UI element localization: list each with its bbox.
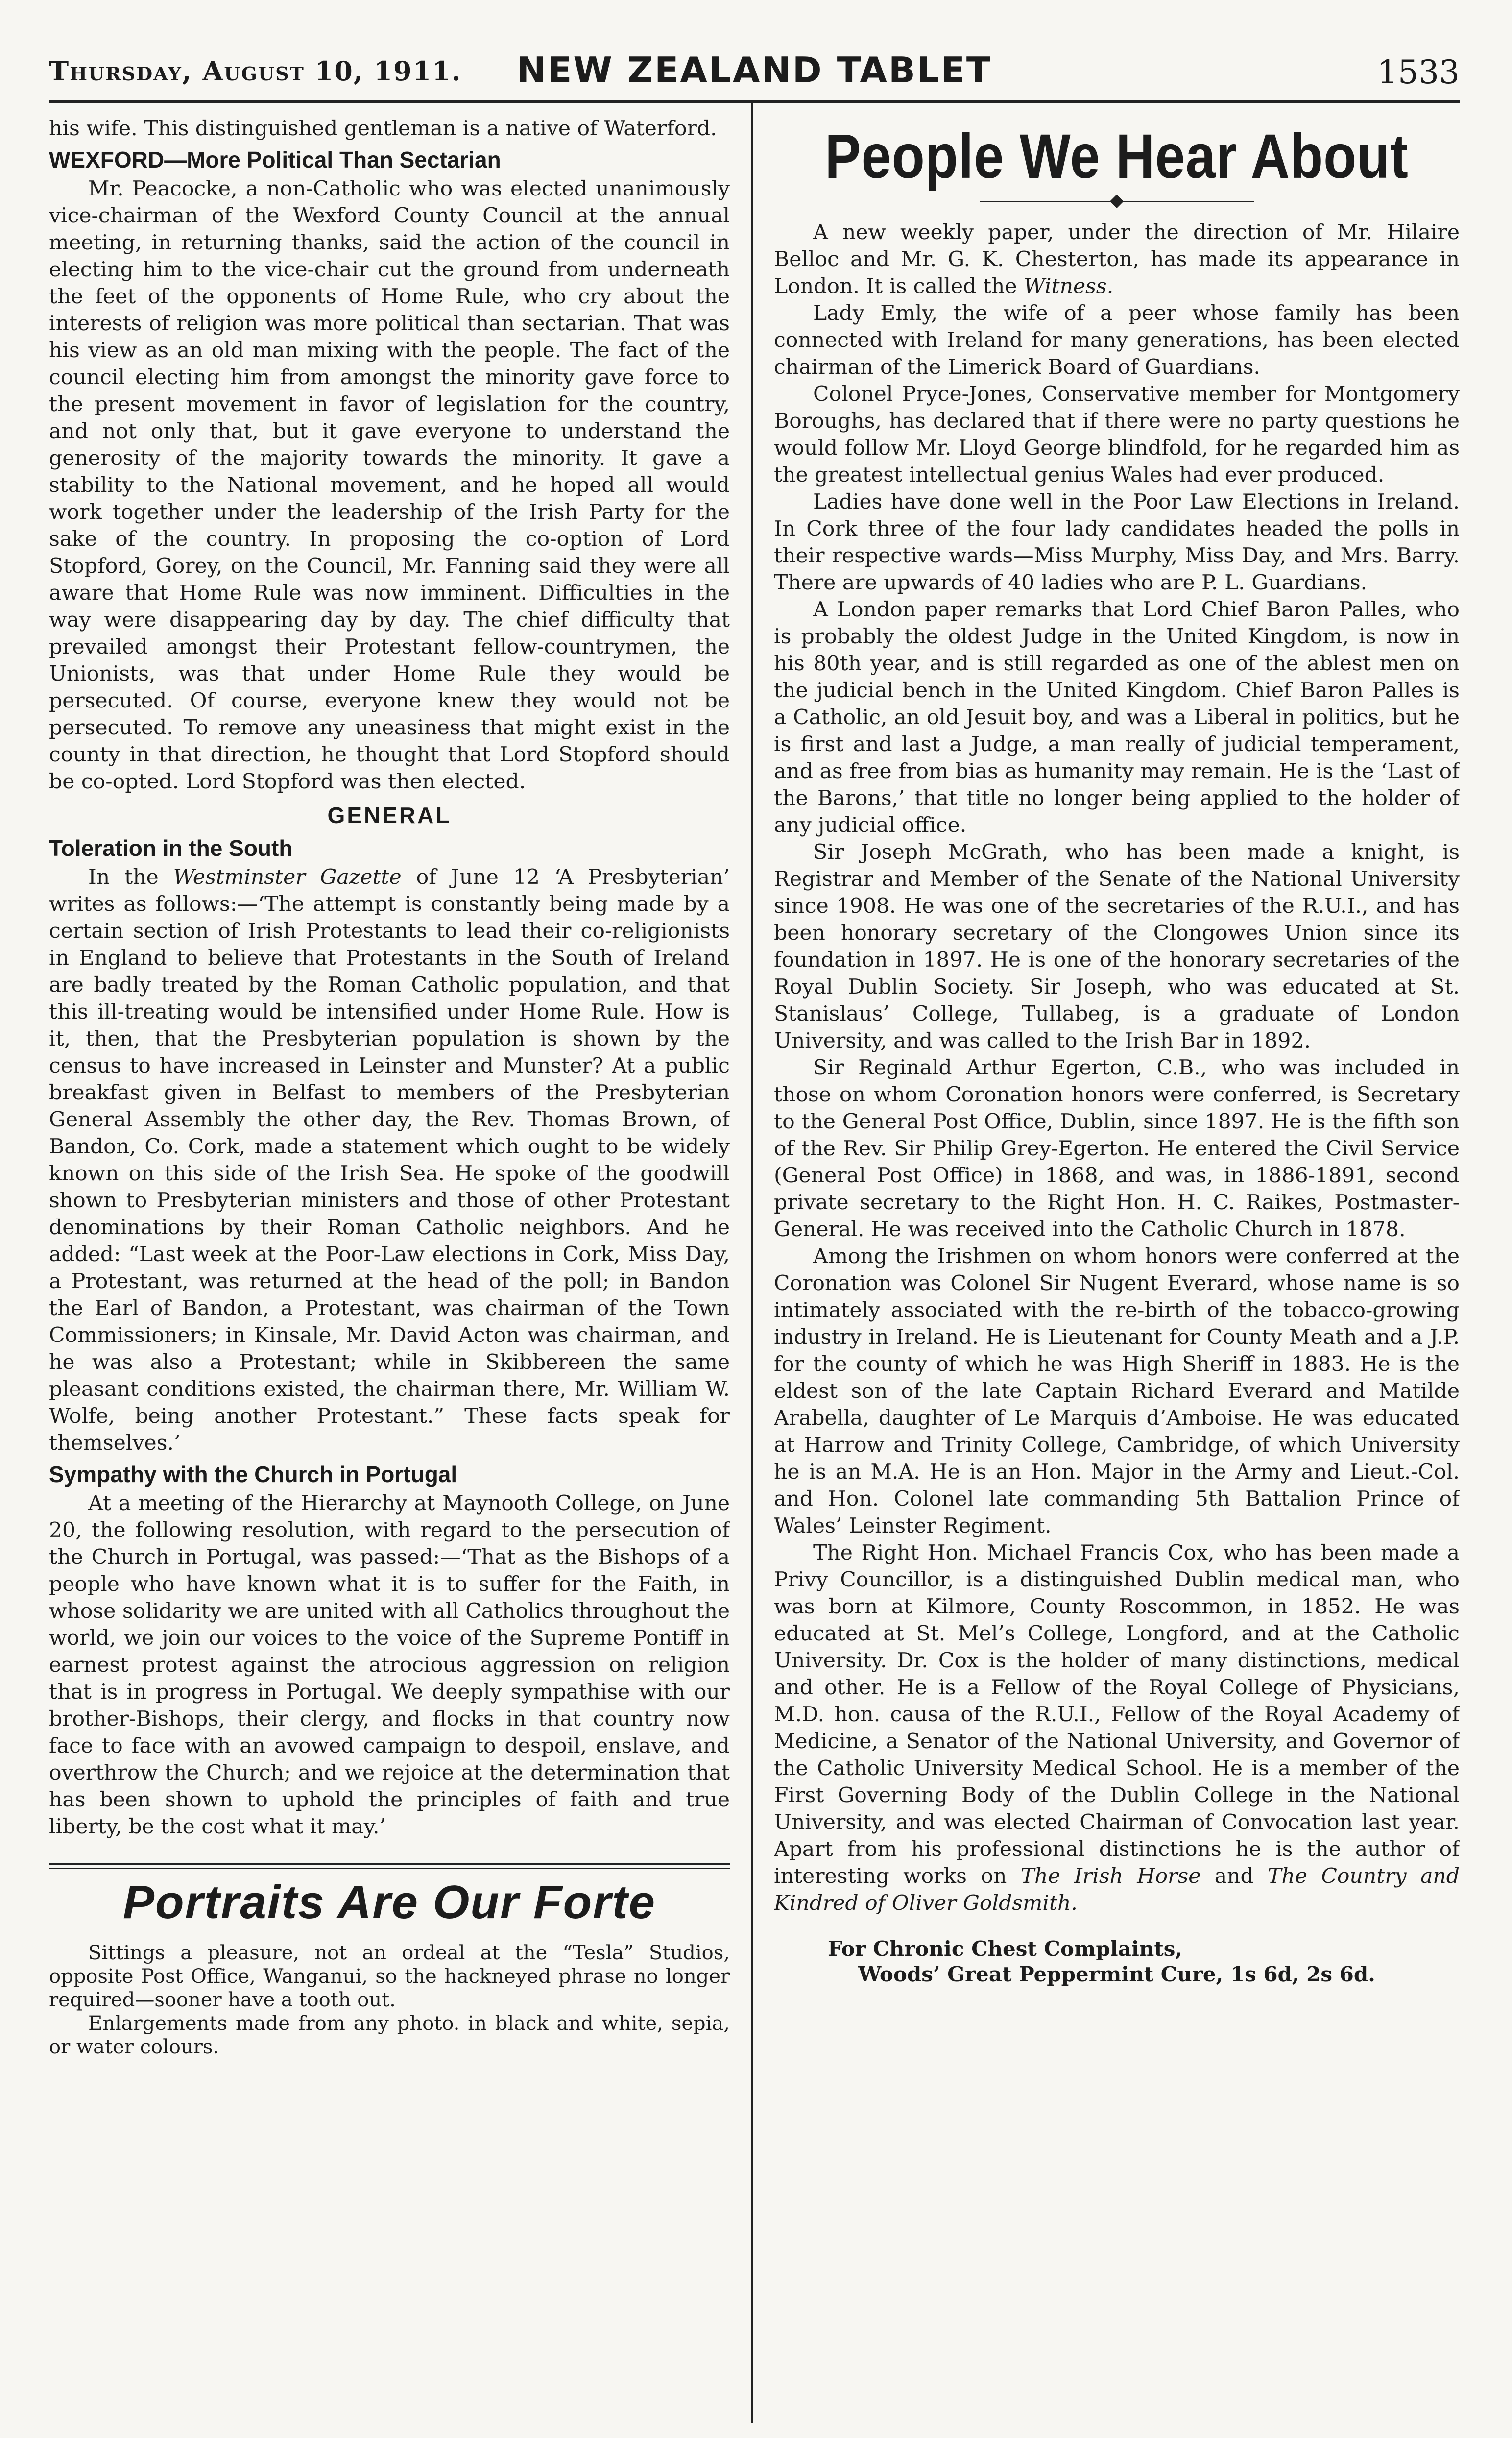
ornament-rule bbox=[980, 196, 1254, 206]
people-paragraph-5: A London paper remarks that Lord Chief Baron Palles, who is probably the oldest Judge in the United Kingdom, is now in his 80th year, and is still regarded as one of the ablest men on the judicial bench in the United Kingdom. Chief Baron Palles is a Catholic, an old Jesuit boy, and was a Liberal in politics, but he is first and last a Judge, a man really of judicial temperament, and as free from bias as humanity may remain. He is the ‘Last of the Barons,’ that title no longer being applied to the holder of any judicial office. bbox=[774, 598, 1460, 837]
ad-paragraph-1: Sittings a pleasure, not an ordeal at the “Tesla” Studios, opposite Post Office, Wanganui, so the hackneyed phrase no longer required—sooner have a tooth out. bbox=[49, 1942, 730, 2011]
people-paragraph-1 bbox=[774, 219, 1460, 300]
newspaper-title: NEW ZEALAND TABLET bbox=[516, 49, 992, 91]
people-paragraph-2: Lady Emly, the wife of a peer whose family has been connected with Ireland for many generations, has been elected chairman of the Limerick Board of Guardians. bbox=[774, 301, 1460, 379]
people-paragraph-9 bbox=[774, 1539, 1460, 1917]
toleration-italic: Westminster Gazette bbox=[173, 865, 402, 889]
ad-rule-thin bbox=[49, 1868, 730, 1869]
page-number: 1533 bbox=[1377, 53, 1460, 91]
column-divider bbox=[751, 100, 753, 2423]
peppermint-cure-ad bbox=[774, 1936, 1460, 1987]
general-heading: GENERAL bbox=[327, 803, 452, 828]
ad-rule-thick bbox=[49, 1863, 730, 1865]
people-paragraph-7: Sir Reginald Arthur Egerton, C.B., who was included in those on whom Coronation honors were conferred, is Secretary to the General Post Office, Dublin, since 1897. He is the fifth son of the Rev. Sir Philip Grey-Egerton. He entered the Civil Service (General Post Office) in 1868, and was, in 1886-1891, second private secretary to the Right Hon. H. C. Raikes, Postmaster-General. He was received into the Catholic Church in 1878. bbox=[774, 1056, 1460, 1242]
p9-text-a: The Right Hon. Michael Francis Cox, who has been made a Privy Councillor, is a distinguished Dublin medical man, who was born at Kilmore, County Roscommon, in 1852. He was educated at St. Mel’s College, Longford, and at the Catholic University. Dr. Cox is the holder of many distinctions, medical and other. He is a Fellow of the Royal College of Physicians, M.D. hon. causa of the R.U.I., Fellow of the Royal Academy of Medicine, a Senator of the National University, and Governor of the Catholic University Medical School. He is a member of the First Governing Body of the Dublin College in the National University, and was elected Chairman of Convocation last year. Apart from his professional distinctions he is the author of interesting works on bbox=[774, 1541, 1460, 1888]
portraits-advertisement bbox=[49, 1863, 730, 2059]
section-title: People We Hear About bbox=[825, 122, 1409, 192]
portugal-heading: Sympathy with the Church in Portugal bbox=[49, 1462, 457, 1487]
right-column bbox=[774, 115, 1460, 2408]
ad-title: Portraits Are Our Forte bbox=[123, 1876, 656, 1928]
people-paragraph-8: Among the Irishmen on whom honors were conferred at the Coronation was Colonel Sir Nugent Everard, whose name is so intimately associated with the re-birth of the tobacco-growing industry in Ireland. He is Lieutenant for County Meath and a J.P. for the county of which he was High Sheriff in 1883. He is the eldest son of the late Captain Richard Everard and Matilde Arabella, daughter of Le Marquis d’Amboise. He was educated at Harrow and Trinity College, Cambridge, of which University he is an M.A. He is an Hon. Major in the Army and Lieut.-Col. and Hon. Colonel late commanding 5th Battalion Prince of Wales’ Leinster Regiment. bbox=[774, 1244, 1460, 1538]
people-paragraph-6: Sir Joseph McGrath, who has been made a knight, is Registrar and Member of the Senate of the National University since 1908. He was one of the secretaries of the R.U.I., and has been honorary secretary of the Clongowes Union since its foundation in 1897. He is one of the honorary secretaries of the Royal Dublin Society. Sir Joseph, who was educated at St. Stanislaus’ College, Tullabeg, is a graduate of London University, and was called to the Irish Bar in 1892. bbox=[774, 840, 1460, 1053]
p9-italic-1: The Irish Horse bbox=[1020, 1864, 1201, 1888]
people-paragraph-3: Colonel Pryce-Jones, Conservative member for Montgomery Boroughs, has declared that if there were no party questions he would follow Mr. Lloyd George blindfold, for he regarded him as the greatest intellectual genius Wales had ever produced. bbox=[774, 382, 1460, 487]
left-column bbox=[49, 115, 730, 2408]
portugal-paragraph: At a meeting of the Hierarchy at Maynooth College, on June 20, the following resolution, with regard to the persecution of the Church in Portugal, was passed:—‘That as the Bishops of a people who have known what it is to suffer for the Faith, in whose solidarity we are united with all Catholics throughout the world, we join our voices to the voice of the Supreme Pontiff in earnest protest against the atrocious aggression on religion that is in progress in Portugal. We deeply sympathise with our brother-Bishops, their clergy, and flocks in that country now face to face with an avowed campaign to despoil, enslave, and overthrow the Church; and we rejoice at the determination that has been shown to uphold the principles of faith and true liberty, be the cost what it may.’ bbox=[49, 1491, 730, 1839]
p9-italic-2: The Country and Kindred of Oliver Goldsmith. bbox=[774, 1864, 1460, 1915]
toleration-text-a: In the bbox=[88, 865, 173, 889]
toleration-text-b: of June 12 ‘A Presbyterian’ writes as follows:—‘The attempt is constantly being made by a certain section of Irish Protestants to lead their co-religionists in England to believe that Protestants in the South of Ireland are badly treated by the Roman Catholic population, and that this ill-treating would be intensified under Home Rule. How is it, then, that the Presbyterian population is shown by the census to have increased in Leinster and Munster? At a public breakfast given in Belfast to members of the Presbyterian General Assembly the other day, the Rev. Thomas Brown, of Bandon, Co. Cork, made a statement which ought to be widely known on this side of the Irish Sea. He spoke of the goodwill shown to Presbyterian ministers and those of other Protestant denominations by their Roman Catholic neighbors. And he added: “Last week at the Poor-Law elections in Cork, Miss Day, a Protestant, was returned at the head of the poll; in Bandon the Earl of Bandon, a Protestant, was chairman of the Town Commissioners; in Kinsale, Mr. David Acton was chairman, and he was also a Protestant; while in Skibbereen the same pleasant conditions existed, the chairman there, Mr. William W. Wolfe, being another Protestant.” These facts speak for themselves.’ bbox=[49, 865, 730, 1455]
intro-paragraph: his wife. This distinguished gentleman is a native of Waterford. bbox=[49, 117, 717, 141]
toleration-paragraph bbox=[49, 864, 730, 1457]
toleration-heading: Toleration in the South bbox=[49, 835, 293, 861]
people-paragraph-4: Ladies have done well in the Poor Law Elections in Ireland. In Cork three of the four lady candidates headed the polls in their respective wards—Miss Murphy, Miss Day, and Mrs. Barry. There are upwards of 40 ladies who are P. L. Guardians. bbox=[774, 490, 1460, 595]
p9-text-mid: and bbox=[1200, 1864, 1268, 1888]
masthead bbox=[49, 47, 1460, 103]
footer-ad-line-1: For Chronic Chest Complaints, bbox=[828, 1937, 1183, 1961]
p1-italic: Witness. bbox=[1023, 274, 1114, 298]
diamond-ornament-icon bbox=[1110, 195, 1124, 208]
footer-ad-line-2: Woods’ Great Peppermint Cure, 1s 6d, 2s 6d. bbox=[858, 1962, 1375, 1986]
wexford-paragraph: Mr. Peacocke, a non-Catholic who was elected unanimously vice-chairman of the Wexford County Council at the annual meeting, in returning thanks, said the action of the council in electing him to the vice-chair cut the ground from underneath the feet of the opponents of Home Rule, who cry about the interests of religion was more political than sectarian. That was his view as an old man mixing with the people. The fact of the council electing him from amongst the minority gave force to the present movement in favor of legislation for the country, and not only that, but it gave everyone to understand the generosity of the majority towards the minority. It gave a stability to the National movement, and he hoped all would work together under the leadership of the Irish Party for the sake of the country. In proposing the co-option of Lord Stopford, Gorey, on the Council, Mr. Fanning said they were all aware that Home Rule was now imminent. Difficulties in the way were disappearing day by day. The chief difficulty that prevailed amongst their Protestant fellow-countrymen, the Unionists, was that under Home Rule they would be persecuted. Of course, everyone knew they would not be persecuted. To remove any uneasiness that might exist in the county in that direction, he thought that Lord Stopford should be co-opted. Lord Stopford was then elected. bbox=[49, 177, 730, 794]
issue-date: Thursday, August 10, 1911. bbox=[49, 55, 462, 87]
wexford-heading: WEXFORD—More Political Than Sectarian bbox=[49, 147, 501, 172]
ad-text bbox=[49, 1941, 730, 2059]
p1-text: A new weekly paper, under the direction of Mr. Hilaire Belloc and Mr. G. K. Chesterton, has made its appearance in London. It is called the bbox=[774, 220, 1460, 298]
ad-paragraph-2: Enlargements made from any photo. in black and white, sepia, or water colours. bbox=[49, 2012, 730, 2058]
